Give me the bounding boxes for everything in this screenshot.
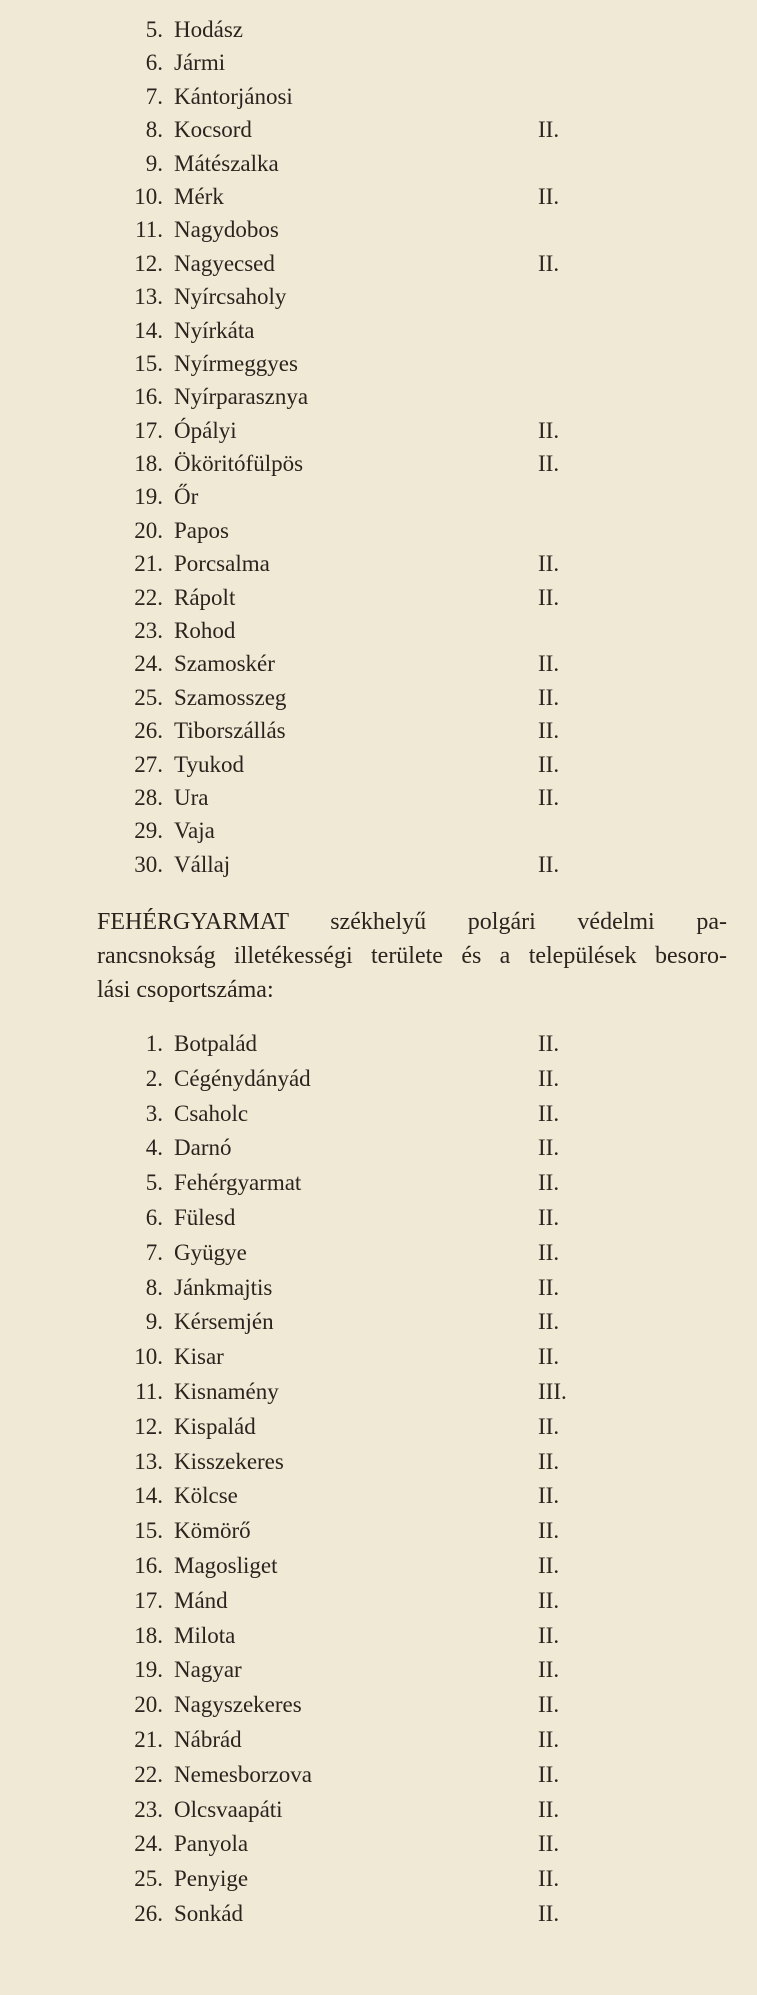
list-item	[0, 380, 757, 413]
group-number: II.	[538, 1031, 560, 1056]
group-number: II.	[538, 183, 560, 209]
list-item	[0, 1236, 757, 1271]
group-number: II.	[538, 451, 560, 477]
settlement-name: Nagyecsed	[174, 250, 275, 276]
group-number: II.	[538, 1100, 560, 1126]
settlement-name: Szamoskér	[174, 651, 275, 677]
group-number: II.	[538, 1204, 560, 1230]
item-number: 11.	[135, 217, 163, 243]
list-item	[0, 1827, 757, 1862]
settlement-name: Nyírcsaholy	[174, 284, 287, 310]
settlement-name: Nábrád	[174, 1726, 242, 1752]
settlement-name: Rohod	[174, 618, 236, 644]
group-number: II.	[538, 851, 560, 877]
settlement-name: Szamosszeg	[174, 684, 287, 710]
settlement-name: Kömörő	[174, 1518, 251, 1544]
settlement-name: Kisnamény	[174, 1378, 279, 1404]
group-number: II.	[538, 1483, 560, 1509]
item-number: 29.	[134, 818, 163, 844]
group-number: II.	[538, 651, 560, 677]
group-number: II.	[538, 1657, 560, 1683]
item-number: 24.	[134, 1831, 163, 1857]
list-item	[0, 1201, 757, 1236]
item-number: 30.	[134, 851, 163, 877]
item-number: 11.	[135, 1378, 163, 1404]
group-number: II.	[538, 250, 560, 276]
section-paragraph	[97, 905, 727, 1007]
group-number: II.	[538, 1239, 560, 1265]
settlement-name: Mérk	[174, 183, 224, 209]
item-number: 3.	[145, 1100, 163, 1126]
settlement-name: Ököritófülpös	[174, 451, 304, 477]
list-item	[0, 547, 757, 580]
item-number: 5.	[145, 1170, 163, 1196]
settlement-name: Vaja	[174, 818, 215, 844]
list-item	[0, 1653, 757, 1688]
item-number: 9.	[145, 1309, 163, 1335]
item-number: 14.	[134, 317, 163, 343]
settlement-name: Olcsvaapáti	[174, 1796, 283, 1822]
group-number: II.	[538, 1170, 560, 1196]
settlement-name: Darnó	[174, 1135, 232, 1161]
list-item	[0, 1584, 757, 1619]
settlement-name: Jármi	[174, 50, 226, 76]
settlement-name: Őr	[174, 484, 199, 510]
list-item	[0, 1271, 757, 1306]
list-item	[0, 848, 757, 881]
list-item	[0, 1862, 757, 1897]
item-number: 12.	[134, 1413, 163, 1439]
settlement-name: Tiborszállás	[174, 718, 286, 744]
list-item	[0, 614, 757, 647]
item-number: 9.	[145, 150, 163, 176]
list-item	[0, 814, 757, 847]
settlement-name: Sonkád	[174, 1900, 243, 1926]
item-number: 18.	[134, 1622, 163, 1648]
settlement-name: Magosliget	[174, 1552, 278, 1578]
settlement-name: Nyírkáta	[174, 317, 255, 343]
list-item	[0, 1097, 757, 1132]
settlement-name: Kántorjánosi	[174, 83, 293, 109]
item-number: 16.	[134, 1552, 163, 1578]
list-item	[0, 1410, 757, 1445]
list-item	[0, 447, 757, 480]
item-number: 28.	[134, 784, 163, 810]
list-item	[0, 1514, 757, 1549]
item-number: 25.	[134, 1866, 163, 1892]
list-item	[0, 1549, 757, 1584]
group-number: II.	[538, 1587, 560, 1613]
group-number: II.	[538, 1726, 560, 1752]
item-number: 15.	[134, 350, 163, 376]
item-number: 6.	[145, 50, 163, 76]
settlement-name: Hodász	[174, 17, 243, 42]
item-number: 22.	[134, 584, 163, 610]
item-number: 14.	[134, 1483, 163, 1509]
list-item	[0, 1131, 757, 1166]
item-number: 19.	[134, 1657, 163, 1683]
settlement-name: Milota	[174, 1622, 236, 1648]
settlement-list-bottom	[0, 1027, 757, 1932]
group-number: II.	[538, 417, 560, 443]
settlement-name: Penyige	[174, 1866, 249, 1892]
group-number: II.	[538, 1761, 560, 1787]
settlement-name: Nemesborzova	[174, 1761, 312, 1787]
settlement-name: Rápolt	[174, 584, 236, 610]
settlement-list-top	[0, 13, 757, 881]
settlement-name: Kérsemjén	[174, 1309, 274, 1335]
group-number: II.	[538, 1900, 560, 1926]
group-number: II.	[538, 684, 560, 710]
item-number: 4.	[145, 1135, 163, 1161]
item-number: 15.	[134, 1518, 163, 1544]
list-item	[0, 480, 757, 513]
item-number: 17.	[134, 417, 163, 443]
group-number: II.	[538, 1135, 560, 1161]
settlement-name: Kisar	[174, 1344, 224, 1370]
list-item	[0, 280, 757, 313]
list-item	[0, 1897, 757, 1932]
item-number: 18.	[134, 451, 163, 477]
group-number: II.	[538, 117, 560, 143]
group-number: II.	[538, 718, 560, 744]
list-item	[0, 1793, 757, 1828]
group-number: II.	[538, 1309, 560, 1335]
item-number: 5.	[145, 17, 163, 42]
settlement-name: Fülesd	[174, 1204, 236, 1230]
list-item	[0, 147, 757, 180]
group-number: II.	[538, 751, 560, 777]
list-item	[0, 113, 757, 146]
settlement-name: Kisszekeres	[174, 1448, 284, 1474]
group-number: II.	[538, 1518, 560, 1544]
list-item	[0, 748, 757, 781]
list-item	[0, 1340, 757, 1375]
settlement-name: Mánd	[174, 1587, 228, 1613]
item-number: 19.	[134, 484, 163, 510]
list-item	[0, 46, 757, 79]
list-item	[0, 180, 757, 213]
item-number: 7.	[145, 83, 163, 109]
item-number: 10.	[134, 183, 163, 209]
item-number: 8.	[145, 117, 163, 143]
item-number: 27.	[134, 751, 163, 777]
group-number: II.	[538, 1448, 560, 1474]
paragraph-line: lási csoportszáma:	[97, 977, 274, 1003]
group-number: II.	[538, 1622, 560, 1648]
group-number: II.	[538, 584, 560, 610]
list-item	[0, 1305, 757, 1340]
item-number: 25.	[134, 684, 163, 710]
group-number: II.	[538, 1274, 560, 1300]
item-number: 21.	[134, 551, 163, 577]
list-item	[0, 1027, 757, 1062]
settlement-name: Papos	[174, 517, 229, 543]
item-number: 10.	[134, 1344, 163, 1370]
settlement-name: Panyola	[174, 1831, 249, 1857]
settlement-name: Porcsalma	[174, 551, 270, 577]
list-item	[0, 1723, 757, 1758]
list-item	[0, 1445, 757, 1480]
item-number: 23.	[134, 1796, 163, 1822]
settlement-name: Nagyar	[174, 1657, 242, 1683]
list-item	[0, 247, 757, 280]
settlement-name: Vállaj	[174, 851, 231, 877]
item-number: 6.	[145, 1204, 163, 1230]
list-item	[0, 13, 757, 46]
settlement-name: Nagydobos	[174, 217, 279, 243]
item-number: 7.	[145, 1239, 163, 1265]
group-number: II.	[538, 1831, 560, 1857]
item-number: 23.	[134, 618, 163, 644]
settlement-name: Csaholc	[174, 1100, 249, 1126]
settlement-name: Nyírmeggyes	[174, 350, 298, 376]
paragraph-line: FEHÉRGYARMAT székhelyű polgári védelmi pa-	[97, 909, 727, 935]
list-item	[0, 1062, 757, 1097]
list-item	[0, 314, 757, 347]
group-number: II.	[538, 1413, 560, 1439]
settlement-name: Mátészalka	[174, 150, 279, 176]
list-item	[0, 781, 757, 814]
item-number: 22.	[134, 1761, 163, 1787]
list-item	[0, 1166, 757, 1201]
item-number: 26.	[134, 718, 163, 744]
group-number: III.	[538, 1378, 567, 1404]
list-item	[0, 1479, 757, 1514]
settlement-name: Fehérgyarmat	[174, 1170, 302, 1196]
group-number: II.	[538, 1692, 560, 1718]
settlement-name: Kölcse	[174, 1483, 238, 1509]
group-number: II.	[538, 1552, 560, 1578]
item-number: 13.	[134, 284, 163, 310]
group-number: II.	[538, 1344, 560, 1370]
settlement-name: Gyügye	[174, 1239, 247, 1265]
list-item	[0, 581, 757, 614]
list-item	[0, 347, 757, 380]
item-number: 13.	[134, 1448, 163, 1474]
item-number: 20.	[134, 1692, 163, 1718]
settlement-name: Jánkmajtis	[174, 1274, 273, 1300]
settlement-name: Tyukod	[174, 751, 244, 777]
item-number: 2.	[145, 1065, 163, 1091]
list-item	[0, 80, 757, 113]
settlement-name: Kocsord	[174, 117, 252, 143]
list-item	[0, 681, 757, 714]
group-number: II.	[538, 551, 560, 577]
list-item	[0, 647, 757, 680]
group-number: II.	[538, 1796, 560, 1822]
paragraph-line: rancsnokság illetékességi területe és a települések besoro-	[97, 943, 727, 969]
item-number: 8.	[145, 1274, 163, 1300]
item-number: 26.	[134, 1900, 163, 1926]
list-item	[0, 1688, 757, 1723]
settlement-name: Cégénydányád	[174, 1065, 311, 1091]
group-number: II.	[538, 1866, 560, 1892]
list-item	[0, 213, 757, 246]
item-number: 21.	[134, 1726, 163, 1752]
settlement-name: Ópályi	[174, 417, 237, 443]
item-number: 16.	[134, 384, 163, 410]
list-item	[0, 1758, 757, 1793]
list-item	[0, 414, 757, 447]
list-item	[0, 714, 757, 747]
settlement-name: Kispalád	[174, 1413, 256, 1439]
list-item	[0, 1375, 757, 1410]
settlement-name: Nagyszekeres	[174, 1692, 302, 1718]
item-number: 24.	[134, 651, 163, 677]
group-number: II.	[538, 1065, 560, 1091]
item-number: 20.	[134, 517, 163, 543]
group-number: II.	[538, 784, 560, 810]
settlement-name: Botpalád	[174, 1031, 258, 1056]
item-number: 12.	[134, 250, 163, 276]
item-number: 1.	[145, 1031, 163, 1056]
item-number: 17.	[134, 1587, 163, 1613]
settlement-name: Nyírparasznya	[174, 384, 309, 410]
list-item	[0, 1619, 757, 1654]
settlement-name: Ura	[174, 784, 209, 810]
list-item	[0, 514, 757, 547]
